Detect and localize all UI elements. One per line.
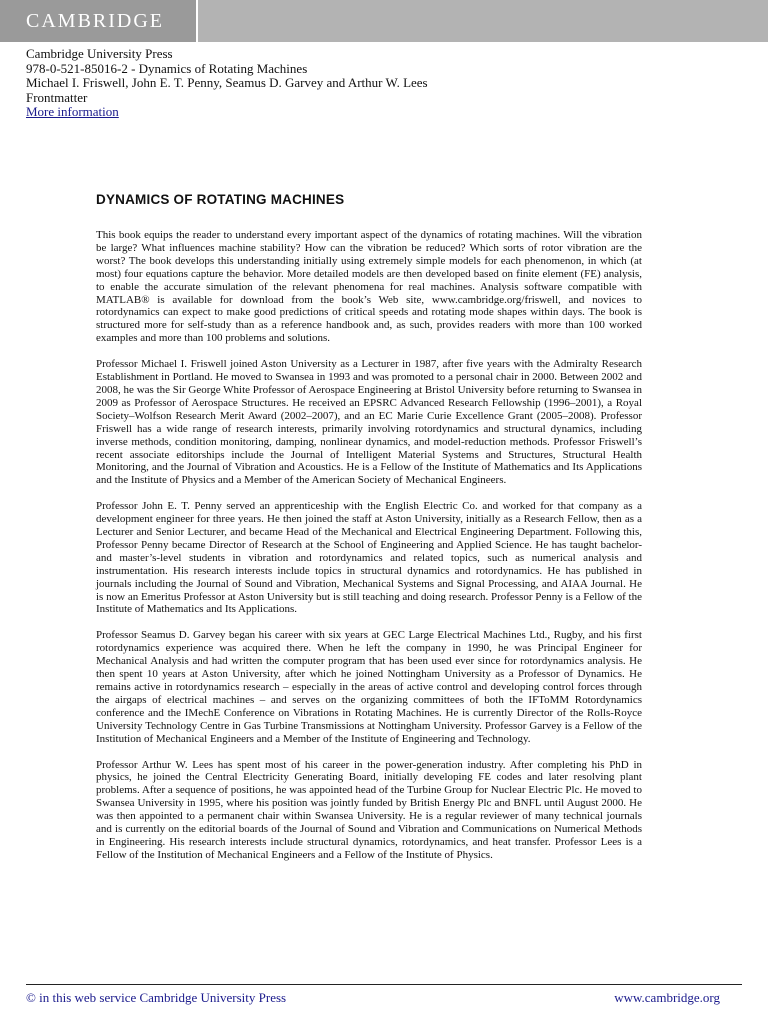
author-bio-penny: Professor John E. T. Penny served an apprenticeship with the English Electric Co. and worked for that company as a development engineer for three years. He then joined the staff at Aston University, initially as a Research Fellow, then as a Lecturer and Senior Lecturer, and became Head of the Mechanical and Electrical Engineering Department. Following this, Professor Penny became Director of Research at the School of Engineering and Applied Science. He has taught bachelor- and master’s-level students in vibration and rotordynamics and related topics, such as numerical analysis and instrumentation. His research interests include topics in structural dynamics and rotordynamics. He has published in journals including the Journal of Sound and Vibration, Mechanical Systems and Signal Processing, and AIAA Journal. He is now an Emeritus Professor at Aston University but is still teaching and doing research. Professor Penny is a Fellow of the Institute of Mathematics and Its Applications.: [96, 500, 642, 616]
book-metadata: [26, 47, 726, 120]
footer-website-link[interactable]: www.cambridge.org: [614, 990, 720, 1005]
author-bio-friswell: Professor Michael I. Friswell joined Aston University as a Lecturer in 1987, after five years with the Admiralty Research Establishment in Portland. He moved to Swansea in 1993 and was promoted to a personal chair in 2000. Between 2002 and 2008, he was the Sir George White Professor of Aerospace Engineering at Bristol University before returning to Swansea in 2009 as Professor of Aerospace Structures. He received an EPSRC Advanced Research Fellowship (1996–2001), a Royal Society–Wolfson Research Merit Award (2002–2007), and an EC Marie Curie Excellence Grant (2005–2008). Professor Friswell has a wide range of research interests, primarily involving rotordynamics and structural dynamics, including inverse methods, condition monitoring, damping, nonlinear dynamics, and model-reduction methods. Professor Friswell’s recent associate editorships include the Journal of Intelligent Material Systems and Structures, Structural Health Monitoring, and the Journal of Vibration and Acoustics. He is a Fellow of the Institute of Mathematics and Its Applications and the Institute of Physics and a Member of the American Society of Mechanical Engineers.: [96, 358, 642, 487]
author-bio-lees: Professor Arthur W. Lees has spent most of his career in the power-generation industry. After completing his PhD in physics, he joined the Central Electricity Generating Board, initially developing FE codes and later resolving plant problems. After a sequence of positions, he was appointed head of the Turbine Group for Nuclear Electric Plc. He moved to Swansea University in 1995, where his position was jointly funded by British Energy Plc and BNFL until August 2000. He was then appointed to a permanent chair within Swansea University. He is a regular reviewer of many technical journals and is currently on the editorial boards of the Journal of Sound and Vibration and Communications on Numerical Methods in Engineering. His research interests include structural dynamics, rotordynamics, and heat transfer. Professor Lees is a Fellow of the Institution of Mechanical Engineers and a Fellow of the Institute of Physics.: [96, 758, 642, 861]
more-information-link[interactable]: More information: [26, 104, 119, 119]
book-description: This book equips the reader to understand every important aspect of the dynamics of rotating machines. Will the vibration be large? What influences machine stability? How can the vibration be reduced? Which sorts of rotor vibration are the worst? The book develops this understanding initially using extremely simple models for each phenomenon, in which (at most) four equations capture the behavior. More detailed models are then developed based on finite element (FE) analysis, to enable the accurate simulation of the relevant phenomena for real machines. Analysis software compatible with MATLAB® is available for download from the book’s Web site, www.cambridge.org/friswell, and novices to rotordynamics can expect to make good predictions of critical speeds and rotating mode shapes within days. The book is structured more for self-study than as a reference handbook and, as such, provides readers with more than 100 worked examples and more than 100 problems and solutions.: [96, 229, 642, 345]
author-bio-garvey: Professor Seamus D. Garvey began his career with six years at GEC Large Electrical Machines Ltd., Rugby, and his first rotordynamics experience was acquired there. When he left the company in 1990, he was Principal Engineer for Mechanical Analysis and had written the computer program that has been used ever since for rotordynamics analysis. He then spent 10 years at Aston University, after which he joined Nottingham University as a Professor of Dynamics. He remains active in rotordynamics research – especially in the areas of active control and developing control forces through the airgaps of electrical machines – and serves on the organizing committees of both the IFToMM Rotordynamics conference and the IMechE Conference on Vibrations in Rotating Machines. He is currently Director of the Rolls-Royce University Technology Centre in Gas Turbine Transmissions at Nottingham University. Professor Garvey is a Fellow of the Institution of Mechanical Engineers and a Member of the Institute of Engineering and Technology.: [96, 629, 642, 745]
footer-divider: [26, 984, 742, 985]
header-bar: [0, 0, 768, 42]
page-body: [96, 229, 642, 875]
header-bar-fill: [198, 0, 768, 42]
cambridge-logo: CAMBRIDGE: [0, 0, 196, 42]
footer-copyright-link[interactable]: © in this web service Cambridge University Press: [26, 990, 287, 1005]
authors-line: Michael I. Friswell, John E. T. Penny, Seamus D. Garvey and Arthur W. Lees: [26, 75, 428, 90]
section-name: Frontmatter: [26, 89, 88, 105]
publisher-name: Cambridge University Press: [26, 46, 173, 61]
book-title: DYNAMICS OF ROTATING MACHINES: [96, 192, 345, 207]
isbn-line: 978-0-521-85016-2 - Dynamics of Rotating Machines: [26, 60, 308, 76]
